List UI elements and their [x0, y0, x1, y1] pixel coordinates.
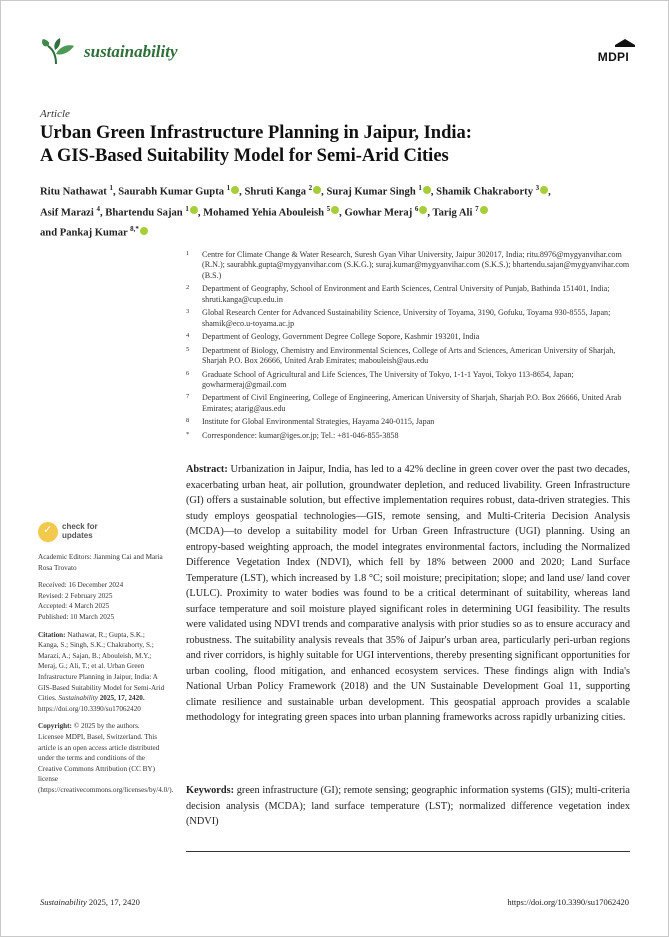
footer-citation [40, 897, 140, 907]
affiliation-item [186, 332, 636, 342]
journal-name: sustainability [84, 42, 178, 61]
author-name: Shamik Chakraborty [436, 186, 536, 198]
orcid-icon[interactable] [480, 206, 488, 214]
affiliation-number: 5 [186, 345, 190, 353]
affiliations [186, 250, 636, 444]
author-affiliation-mark: 1 [109, 184, 113, 192]
author-name: Mohamed Yehia Abouleish [203, 207, 327, 219]
author-name: Ritu Nathawat [40, 186, 110, 198]
author-name: Asif Marazi [40, 207, 97, 219]
footer-ref: 2025, 17, 2420 [88, 897, 140, 907]
affiliation-item [186, 346, 636, 367]
abstract-label: Abstract: [186, 464, 228, 475]
orcid-icon[interactable] [190, 206, 198, 214]
updates-line-2: updates [62, 531, 93, 540]
citation-volume: 2025, 17, 2420. [99, 694, 145, 703]
citation-journal: Sustainability [58, 694, 98, 703]
date-accepted: Accepted: 4 March 2025 [38, 602, 110, 611]
orcid-icon[interactable] [140, 227, 148, 235]
orcid-icon[interactable] [313, 186, 321, 194]
article-type: Article [40, 108, 70, 120]
affiliation-item [186, 250, 636, 281]
title-line-2: A GIS-Based Suitability Model for Semi-Arid Cities [40, 146, 449, 166]
orcid-icon[interactable] [231, 186, 239, 194]
keywords-label: Keywords: [186, 785, 235, 796]
updates-line-1: check for [62, 522, 98, 531]
page-title [40, 122, 640, 168]
date-received: Received: 16 December 2024 [38, 581, 124, 590]
affiliation-text: Department of Geography, School of Environment and Earth Sciences, Central University of Punjab, Bathinda 151401, India; shruti.kanga@cup.edu.in [202, 284, 610, 304]
author-name: Suraj Kumar Singh [326, 186, 419, 198]
citation-label: Citation: [38, 630, 66, 639]
footer-doi-link[interactable]: https://doi.org/10.3390/su17062420 [507, 897, 629, 907]
affiliation-number: * [186, 430, 190, 438]
citation-doi-link[interactable]: https://doi.org/10.3390/su17062420 [38, 704, 141, 713]
affiliation-text: Centre for Climate Change & Water Research, Suresh Gyan Vihar University, Jaipur 302017, India; ritu.8976@mygyanvihar.com (R.N.); saurabhk.gupta@mygyanvihar.com (S.K.G.); suraj.kumar@mygyanvihar.com (S.K.S.); bhartendu.sajan@mygyanvihar.com (B.S.) [202, 250, 630, 280]
affiliation-text: Department of Civil Engineering, College of Engineering, American University of Sharjah, Sharjah P.O. Box 26666, United Arab Emirates; atarig@aus.edu [202, 393, 622, 413]
author-affiliation-mark: 3 [535, 184, 540, 192]
affiliation-text: Correspondence: kumar@iges.or.jp; Tel.: +81-046-855-3858 [202, 430, 399, 440]
author-name: Bhartendu Sajan [105, 207, 186, 219]
date-revised: Revised: 2 February 2025 [38, 591, 113, 600]
affiliation-number: 4 [186, 332, 190, 340]
copyright-block [38, 721, 174, 795]
citation-text: Nathawat, R.; Gupta, S.K.; Kanga, S.; Singh, S.K.; Chakraborty, S.; Marazi, A.; Sajan, B.; Abouleish, M.Y.; Meraj, G.; Ali, T.; et al. Urban Green Infrastructure Planning in Jaipur, India: A GIS-Based Suitability Model for Semi-Arid Cities. [38, 630, 165, 703]
copyright-label: Copyright: [38, 722, 72, 731]
author-affiliation-mark: 1 [226, 184, 231, 192]
affiliation-text: Department of Biology, Chemistry and Environmental Sciences, College of Arts and Sciences, American University of Sharjah, Sharjah P.O. Box 26666, United Arab Emirates; mabouleish@aus.edu [202, 345, 616, 366]
author-name: Saurabh Kumar Gupta [118, 186, 227, 198]
affiliation-item [186, 308, 636, 329]
citation-block [38, 630, 166, 715]
affiliation-text: Global Research Center for Advanced Sustainability Science, University of Toyama, 3190, Gofuku, Toyama 930-8555, Japan; shamik@eco.u-toyama.ac.jp [202, 308, 611, 328]
affiliation-item [186, 431, 636, 441]
orcid-icon[interactable] [419, 206, 427, 214]
affiliation-item [186, 417, 636, 427]
affiliation-text: Institute for Global Environmental Strategies, Hayama 240-0115, Japan [202, 417, 435, 427]
journal-header [40, 36, 635, 70]
orcid-icon[interactable] [331, 206, 339, 214]
affiliation-text: Graduate School of Agricultural and Life Sciences, The University of Tokyo, 1-1-1 Yayoi, Tokyo 113-8654, Japan; gowharmeraj@gmail.com [202, 369, 574, 389]
section-divider [186, 851, 630, 852]
title-line-1: Urban Green Infrastructure Planning in Jaipur, India: [40, 123, 472, 143]
orcid-icon[interactable] [423, 186, 431, 194]
affiliation-number: 6 [186, 369, 190, 377]
history-dates [38, 580, 166, 622]
orcid-icon[interactable] [540, 186, 548, 194]
keywords-text: green infrastructure (GI); remote sensing; geographic information systems (GIS); multi-criteria decision analysis (MCDA); land surface temperature (LST); normalized difference vegetation index (NDVI) [186, 785, 630, 827]
affiliation-number: 3 [186, 308, 190, 316]
author-list: Ritu Nathawat $^1$, Saurabh Kumar Gupta $^1$ , Shruti Kanga $^2$ , Suraj Kumar Singh $^1$ , Shamik Chakraborty $^3$ , Asif Marazi $^4$, Bhartendu Sajan $^1$ , Mohamed Yehia Abouleish $^5$ , Gowhar Meraj $^6$ , Tarig Ali $^7$ and Pankaj Kumar $^{8,*}$ [40, 184, 551, 239]
affiliation-number: 1 [186, 250, 190, 257]
abstract [186, 462, 630, 726]
affiliation-text: Department of Geology, Government Degree College Sopore, Kashmir 193201, India [202, 332, 480, 342]
author-name: Shruti Kanga [244, 186, 309, 198]
article-sidebar [38, 520, 174, 802]
publisher-name: MDPI [597, 50, 629, 64]
affiliation-item [186, 393, 636, 414]
abstract-text: Urbanization in Jaipur, India, has led to a 42% decline in green cover over the past two decades, exacerbating urban heat, air pollution, groundwater depletion, and reduced livability. Green Infrastructure (GI) offers a sustainable solution, but effective implementation requires robust, data-driven strategies. This study employs geospatial technologies—GIS, remote sensing, and Multi-Criteria Decision Analysis (MCDA)—to develop a suitability model for Urban Green Infrastructure (UGI) planning. Using an entropy-based weighting approach, the model integrates environmental factors, including the Normalized Difference Vegetation Index (NDVI), which fell by 18% between 2000 and 2020; Land Surface Temperature (LST), which increased by 1.8 °C; soil moisture; precipitation; slope; and land use/ land cover (LULC). Proximity to water bodies was found to be a critical determinant of suitability, whereas land surface temperature and soil moisture played significant roles in determining UGI feasibility. The results were validated using NDVI trends and comparative analysis with prior studies so as to ensure accuracy and robustness. The suitability analysis reveals that 35% of Jaipur's urban area, particularly peri-urban regions and river corridors, is highly suitable for UGI interventions, thereby presenting significant opportunities for urban cooling, flood mitigation, and enhanced ecosystem services. These findings align with India's National Urban Policy Framework (2018) and the UN Sustainable Development Goal 11, supporting climate resilience and sustainable urban development. This geospatial approach provides a scalable methodology for integrating green spaces into urban planning frameworks across rapidly urbanizing cities. [186, 464, 630, 723]
copyright-text: © 2025 by the authors. Licensee MDPI, Basel, Switzerland. This article is an open access article distributed under the terms and conditions of the Creative Commons Attribution (CC BY) license (https://creativecommons.org/licenses/by/4.0/). [38, 722, 174, 794]
affiliation-number: 8 [186, 417, 190, 425]
author-affiliation-mark: 6 [414, 204, 419, 213]
author-affiliation-mark: 5 [326, 204, 331, 213]
author-affiliation-mark: 7 [475, 204, 479, 213]
author-name: and Pankaj Kumar [40, 227, 131, 239]
check-updates-badge[interactable] [38, 520, 166, 550]
author-affiliation-mark: 4 [96, 204, 100, 213]
keywords [186, 783, 630, 830]
author-affiliation-mark: 8,* [130, 225, 139, 234]
affiliation-item [186, 370, 636, 391]
affiliation-number: 7 [186, 393, 190, 401]
footer-journal: Sustainability [40, 897, 87, 907]
affiliation-number: 2 [186, 284, 190, 292]
leaf-logo-icon [40, 38, 76, 66]
author-affiliation-mark: 1 [418, 184, 422, 192]
author-name: Tarig Ali [432, 207, 476, 219]
check-updates-icon [38, 522, 58, 542]
academic-editors: Academic Editors: Jianming Cai and Maria Rosa Trovato [38, 553, 163, 572]
date-published: Published: 10 March 2025 [38, 612, 115, 621]
author-affiliation-mark: 2 [308, 184, 313, 192]
affiliation-item [186, 284, 636, 305]
author-name: Gowhar Meraj [344, 207, 415, 219]
author-affiliation-mark: 1 [185, 204, 189, 213]
